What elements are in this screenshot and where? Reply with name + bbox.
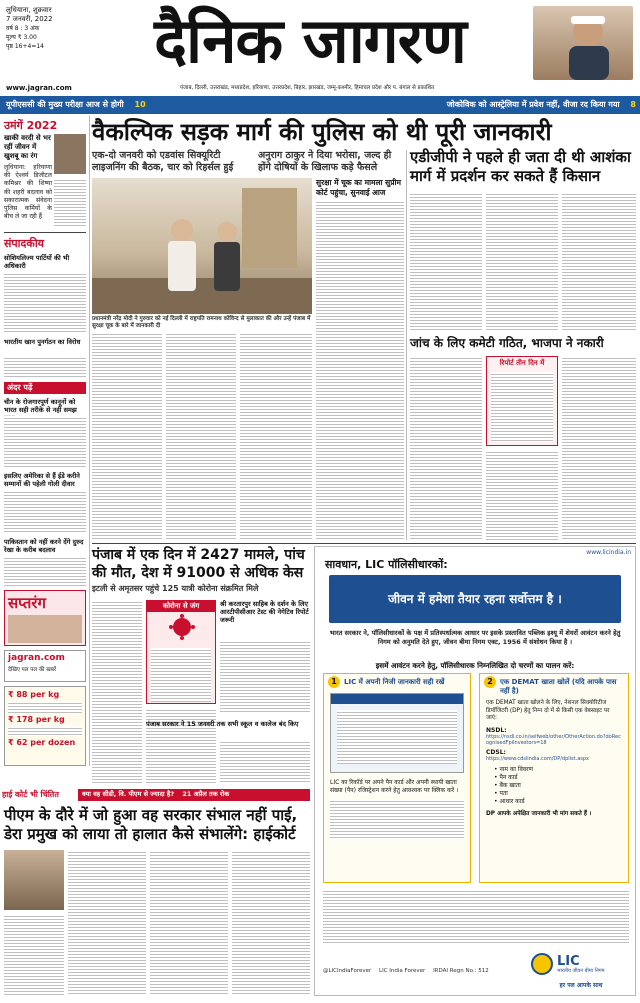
- covid-box-title: कोरोना से जंग: [147, 601, 215, 612]
- lic-step-1: [323, 673, 471, 883]
- lead-photo-caption: प्रधानमंत्री नरेंद्र मोदी ने गुरुवार को नई दिल्ली में राष्ट्रपति रामनाथ कोविन्द से मुलाकात की और उन्हें पंजाब में सुरक्षा चूक के बारे में जानकारी दी: [92, 316, 311, 329]
- lic-fine-print: [323, 889, 629, 943]
- step-1-title: LIC में अपनी निजी जानकारी सही रखें: [344, 678, 445, 686]
- demat-requirement-item: • नाम का विवरण: [494, 766, 533, 773]
- cdsl-label: CDSL:: [486, 748, 506, 756]
- bottom-headline[interactable]: पीएम के दौरे में जो हुआ वह सरकार संभाल नहीं पाई, डेरा प्रमुख को लाया तो हालात कैसे संभालेंगे: हाईकोर्ट: [4, 806, 298, 843]
- covid-col-3: [220, 640, 310, 714]
- lic-social-text[interactable]: LIC India Forever: [379, 968, 426, 974]
- lead-sub-2[interactable]: अनुराग ठाकुर ने दिया भरोसा, जल्द ही होंगे दोषियों के खिलाफ कड़े फैसले: [258, 150, 392, 173]
- grocery-price-1: ₹ 88 per kg: [8, 690, 60, 699]
- bottom-strip-page: 21 अप्रैल तक रोक: [182, 790, 230, 798]
- right-lead-box-head[interactable]: जांच के लिए कमेटी गठित, भाजपा ने नकारी: [410, 336, 604, 350]
- step-2-number: 2: [484, 676, 496, 688]
- step-2-body: एक DEMAT खाता खोलने के लिए, नेशनल सिक्योरिटीज डिपॉजिटरी (DP) हेतु निम्न दो में से किसी एक वेबसाइट पर जाएं:: [486, 700, 610, 721]
- right-lead-col-2: [486, 192, 558, 332]
- bottom-strip: [0, 788, 312, 802]
- section-divider: [92, 543, 636, 544]
- covid-sub-2[interactable]: श्री करतारपुर साहिब के दर्शन के लिए आरटीपीसीआर टेस्ट की नेगेटिव रिपोर्ट जरूरी: [220, 600, 309, 624]
- covid-sub-3[interactable]: पंजाब सरकार ने 15 जनवरी तक सभी स्कूल व कालेज बंद किए: [146, 720, 299, 728]
- grocery-price-2: ₹ 178 per kg: [8, 715, 65, 724]
- promo-right-text: जोकोविक को आस्ट्रेलिया में प्रवेश नहीं, वीजा रद किया गया: [446, 100, 620, 109]
- jagran-com-logo: jagran.com: [8, 653, 65, 663]
- andar-item-3-body: [4, 556, 86, 586]
- umang-photo: [54, 134, 86, 174]
- bottom-label: हाई कोर्ट भी चिंतित: [2, 790, 59, 799]
- edition-pages: पृष्ठ 16+4=14: [6, 43, 44, 50]
- lic-banner-text: जीवन में हमेशा तैयार रहना सर्वोत्तम है ।: [388, 592, 562, 606]
- demat-requirement-item: • बैंक खाता: [494, 782, 521, 789]
- grocery-ad-lines-1: [8, 701, 82, 713]
- grocery-ad[interactable]: [4, 686, 86, 766]
- covid-headline[interactable]: पंजाब में एक दिन में 2427 मामले, पांच की मौत, देश में 91000 से अधिक केस: [92, 547, 305, 581]
- andar-item-1[interactable]: चीन के रोजगारपूर्ण कानूनों को भारत सही तरीके से नहीं समझ: [4, 398, 77, 414]
- lead-sub-1[interactable]: एक-दो जनवरी को एडवांस सिक्यूरिटी लाइजनिंग की बैठक, चार को रिहर्सल हुई: [92, 150, 234, 173]
- step-2-title: एक DEMAT खाता खोलें (यदि आपके पास नहीं है): [500, 678, 617, 695]
- masthead-states-strip: पंजाब, दिल्ली, उत्तराखंड, मध्यप्रदेश, हरियाणा, उत्तरप्रदेश, बिहार, झारखंड, जम्मू-कश्मीर, हिमाचल प्रदेश और प. बंगाल से प्रकाशित: [180, 85, 435, 91]
- nsdl-label: NSDL:: [486, 726, 507, 734]
- jagran-com-sub: देखिए पल पल की खबरें: [8, 667, 57, 673]
- lead-photo: [92, 178, 312, 314]
- editorial-title: संपादकीय: [4, 237, 45, 250]
- lead-col-1-text: [92, 332, 162, 540]
- promo-right[interactable]: [286, 99, 636, 110]
- covid-box-body: [151, 648, 211, 702]
- report-box-body: [491, 372, 553, 442]
- demat-footer: DP आपके अपेक्षित जानकारी भी मांग सकते हैं ।: [486, 811, 592, 817]
- saptrang-title: सप्तरंग: [8, 594, 46, 612]
- step-1-more: [330, 799, 464, 839]
- lic-greeting: सावधान, LIC पॉलिसीधारकों:: [325, 558, 448, 571]
- lead-headline[interactable]: वैकल्पिक सड़क मार्ग की पुलिस को थी पूरी जानकारी: [92, 118, 552, 146]
- covid-box: [146, 600, 216, 704]
- step-1-body: LIC का रिकॉर्ड पर अपने पैन कार्ड और अपनी स्थायी खाता संख्या (पैन) रजिस्ट्रेशन करने हेतु आवश्यक पर क्लिक करें ।: [330, 779, 459, 794]
- newspaper-title: दैनिक जागरण: [154, 4, 466, 77]
- demat-requirement-item: • पैन कार्ड: [494, 774, 518, 781]
- covid-col-1: [92, 600, 142, 784]
- edition-date: 7 जनवरी, 2022: [6, 15, 53, 23]
- andar-item-1-body: [4, 416, 86, 468]
- umang-badge: उमंगें 2022: [4, 119, 58, 132]
- covid-sub[interactable]: इटली से अमृतसर पहुंचे 125 यात्री कोरोना संक्रमित मिले: [92, 584, 259, 593]
- lic-step-2: [479, 673, 629, 883]
- edition-price: मूल्य ₹ 3.00: [6, 34, 37, 41]
- lead-story-body: [316, 200, 404, 540]
- lic-footer: [323, 967, 523, 975]
- step-1-number: 1: [328, 676, 340, 688]
- lead-separator: [406, 150, 407, 540]
- editorial-1-head[interactable]: सोशियलिज्म पार्टियों की भी अधिकारी: [4, 254, 70, 270]
- lic-tagline: हर पल आपके साथ: [559, 982, 603, 989]
- demat-requirement-item: • पता: [494, 790, 508, 797]
- promo-left[interactable]: [6, 99, 146, 110]
- right-lead-headline[interactable]: एडीजीपी ने पहले ही जता दी थी आशंका मार्ग में प्रदर्शन कर सकते हैं किसान: [410, 148, 631, 185]
- sidebar-separator: [89, 116, 90, 766]
- saptrang-photo: [8, 615, 82, 643]
- sidebar-divider: [4, 232, 86, 233]
- lead-story-head[interactable]: सुरक्षा में चूक का मामला सुप्रीम कोर्ट पहुंचा, सुनवाई आज: [316, 178, 401, 197]
- lead-col-3-text: [240, 332, 312, 540]
- bottom-photo: [4, 850, 64, 910]
- bottom-strip-text: [78, 789, 310, 801]
- lic-banner: [329, 575, 621, 623]
- cdsl-link[interactable]: https://www.cdslindia.com/DP/dplist.aspx: [486, 755, 590, 762]
- promo-right-page: 8: [630, 100, 636, 109]
- editorial-1-body: [4, 272, 86, 332]
- editorial-2-head[interactable]: भारतीय खान पुनर्गठन का विरोध: [4, 338, 81, 346]
- andar-padhen-title: अंदर पढ़ें: [4, 382, 86, 394]
- lic-notice: भारत सरकार ने, पॉलिसीधारकों के पक्ष में प्रतिस्पर्धात्मक आधार पर इसके प्रस्तावित पब्लिक इश्यू में शेयरों आवंटन करने हेतु निगम को अनुमति देते हुए, जीवन बीमा निगम एक्ट, 1956 में संशोधन किया है ।: [329, 629, 621, 646]
- demat-requirements-list: [494, 766, 622, 806]
- andar-item-2[interactable]: इसलिए अमेरिका से हैं ईडे करीने सम्मानों की पहेली गोली दीवार: [4, 472, 80, 488]
- lic-emblem-icon: [531, 953, 553, 975]
- covid-col-4: [220, 740, 310, 784]
- umang-headline[interactable]: खाकी वरदी से भर रहीं जीवन में खुशबू का रंग: [4, 134, 51, 160]
- edition-city: लुधियाना, शुक्रवार: [6, 6, 52, 14]
- lic-fullname: भारतीय जीवन बीमा निगम: [557, 967, 605, 974]
- right-lead-col-1: [410, 192, 482, 332]
- sports-player-photo: [533, 6, 633, 80]
- bottom-col-3: [232, 850, 310, 996]
- edition-info: [6, 6, 96, 51]
- bottom-col-1: [68, 850, 146, 996]
- bottom-col-2: [150, 850, 228, 996]
- umang-body: लुधियाना: हरियाणा की ऐश्वर्य डिजीटल कमिश्नर की शिष्या की शहरी बदलाव को सकारात्मक संवेदना पुलिस कर्मियों के बीच ले जा रही हैं: [4, 164, 52, 221]
- lic-irdai: IRDAI Regn No.: 512: [433, 968, 489, 974]
- lic-logo-text: LIC: [557, 953, 580, 969]
- bottom-strip-main: क्या वह सीडी, वि. पीएम से ज्यादा है?: [82, 790, 175, 798]
- virus-icon: [147, 612, 217, 642]
- report-box-title: रिपोर्ट तीन दिन में: [499, 359, 545, 367]
- demat-requirement-item: • आधार कार्ड: [494, 798, 525, 805]
- left-sidebar: [0, 116, 88, 766]
- lic-url[interactable]: www.licindia.in: [586, 549, 631, 556]
- umang-body-cont: [54, 178, 86, 226]
- right-lead-box-col-1: [410, 356, 482, 540]
- masthead: [0, 0, 640, 100]
- promo-left-page: 10: [134, 100, 146, 109]
- promo-strip: [0, 96, 640, 114]
- website-link[interactable]: www.jagran.com: [6, 84, 72, 92]
- right-lead-box-col-3: [562, 356, 636, 540]
- lic-advertisement[interactable]: [314, 546, 636, 996]
- andar-item-2-body: [4, 490, 86, 534]
- step-1-screen-mock: [330, 693, 464, 773]
- lic-steps-title: इसमें आवंटन करने हेतु, पॉलिसीधारक निम्नलिखित दो चरणों का पालन करें:: [375, 661, 575, 670]
- lic-social-handle[interactable]: @LICIndiaForever: [323, 968, 372, 974]
- right-lead-box-col-2: [486, 450, 558, 540]
- report-box: [486, 356, 558, 446]
- andar-item-3[interactable]: पाकिस्तान को नहीं करने देंगे दुरुद रेखा के करीब बदलाव: [4, 538, 84, 554]
- lead-col-2-text: [166, 332, 236, 540]
- nsdl-link[interactable]: https://nsdl.co.in/selfweb/other/OtherAction.do?doRecognisedFpiInvestors=18: [486, 733, 621, 746]
- jagran-com-promo[interactable]: [4, 650, 86, 682]
- promo-left-text: यूपीएससी की मुख्य परीक्षा आज से होगी: [6, 100, 124, 109]
- bottom-col-0: [4, 914, 64, 996]
- grocery-price-3: ₹ 62 per dozen: [8, 738, 76, 747]
- grocery-ad-lines-2: [8, 726, 82, 736]
- lic-logo-block: [531, 947, 631, 981]
- right-lead-col-3: [562, 192, 636, 332]
- saptrang-promo[interactable]: [4, 590, 86, 646]
- editorial-2-body: [4, 356, 86, 378]
- edition-line: वर्ष 8 : 3 अंक: [6, 25, 40, 32]
